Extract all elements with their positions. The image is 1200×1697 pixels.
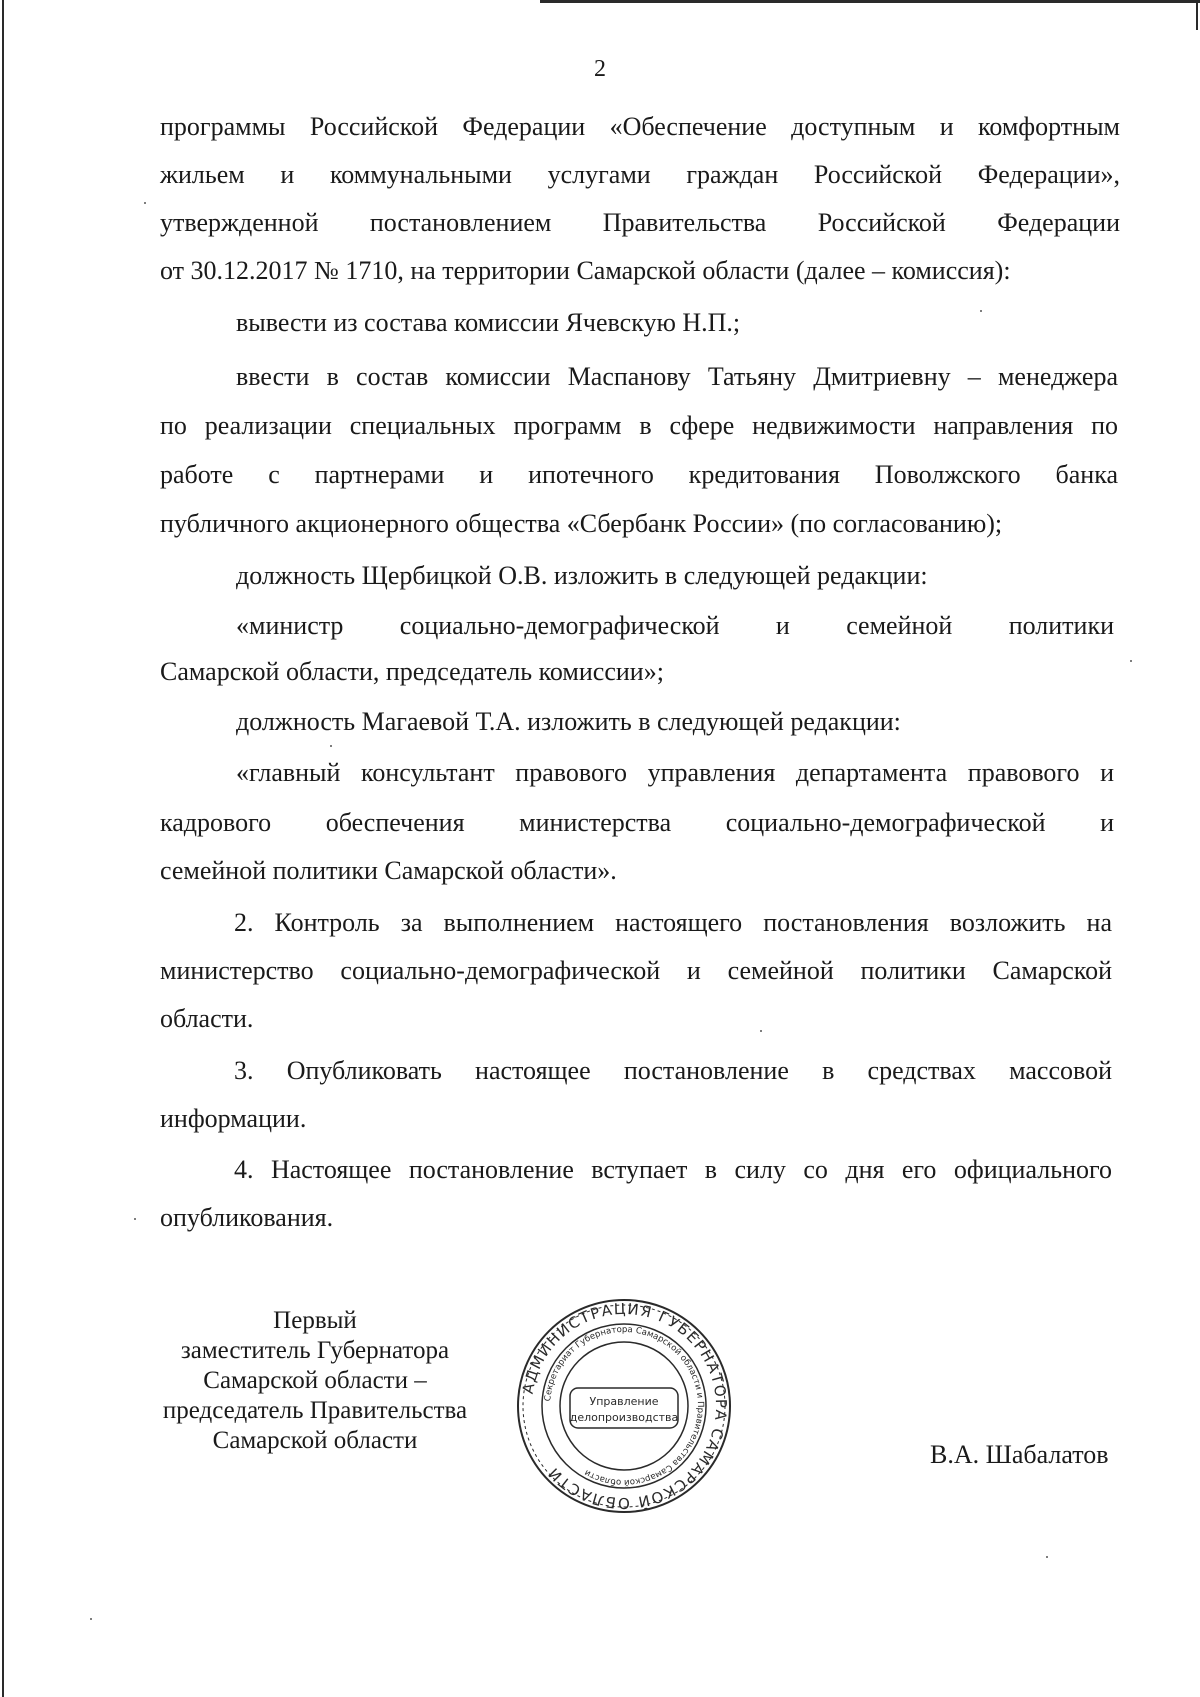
paragraph-1-line-3: утвержденной постановлением Правительства Российской Федерации bbox=[160, 208, 1120, 237]
seal-inner-textpath: Секретариат Губернатора Самарской области и Правительства Самарской области bbox=[543, 1324, 706, 1488]
paragraph-1-line-4: от 30.12.2017 № 1710, на территории Самарской области (далее – комиссия): bbox=[160, 256, 1011, 285]
paragraph-3-line-2: по реализации специальных программ в сфере недвижимости направления по bbox=[160, 411, 1118, 440]
paragraph-5-line-1: «министр социально-демографической и семейной политики bbox=[236, 611, 1114, 640]
seal-center-line-2: делопроизводства bbox=[569, 1411, 679, 1424]
paragraph-10-line-2: опубликования. bbox=[160, 1203, 334, 1232]
paragraph-5-line-2: Самарской области, председатель комиссии»; bbox=[160, 657, 664, 686]
scan-speck bbox=[760, 1030, 762, 1032]
paragraph-7-line-2: кадрового обеспечения министерства социально-демографической и bbox=[160, 808, 1114, 837]
signatory-title-line-4: председатель Правительства bbox=[162, 1397, 468, 1424]
seal-center-line-1: Управление bbox=[589, 1395, 659, 1408]
scan-speck bbox=[330, 745, 332, 747]
paragraph-7-line-3: семейной политики Самарской области». bbox=[160, 856, 617, 885]
paragraph-8-line-1: 2. Контроль за выполнением настоящего постановления возложить на bbox=[234, 908, 1112, 937]
scan-edge-top bbox=[540, 0, 1200, 3]
paragraph-3-line-4: публичного акционерного общества «Сбербанк России» (по согласованию); bbox=[160, 509, 1003, 538]
paragraph-2-line-1: вывести из состава комиссии Ячевскую Н.П.; bbox=[236, 308, 741, 337]
scan-speck bbox=[144, 202, 146, 204]
scan-speck bbox=[134, 1218, 136, 1220]
paragraph-8-line-3: области. bbox=[160, 1004, 254, 1033]
seal-outer-textpath: АДМИНИСТРАЦИЯ ГУБЕРНАТОРА САМАРСКОЙ ОБЛАСТИ bbox=[518, 1299, 731, 1513]
paragraph-1-line-2: жильем и коммунальными услугами граждан Российской Федерации», bbox=[160, 160, 1120, 189]
scan-edge-left bbox=[2, 0, 4, 1697]
scan-speck bbox=[980, 310, 982, 312]
scan-edge-right bbox=[1196, 0, 1198, 30]
paragraph-8-line-2: министерство социально-демографической и семейной политики Самарской bbox=[160, 956, 1112, 985]
paragraph-3-line-1: ввести в состав комиссии Маспанову Татьяну Дмитриевну – менеджера bbox=[236, 362, 1118, 391]
scan-speck bbox=[1046, 1556, 1048, 1558]
scan-speck bbox=[90, 1618, 92, 1620]
signatory-title-line-1: Первый bbox=[273, 1307, 357, 1334]
paragraph-9-line-1: 3. Опубликовать настоящее постановление в средствах массовой bbox=[234, 1056, 1112, 1085]
signatory-title-line-5: Самарской области bbox=[212, 1427, 418, 1454]
paragraph-9-line-2: информации. bbox=[160, 1104, 307, 1133]
signer-name: В.А. Шабалатов bbox=[930, 1440, 1109, 1469]
paragraph-4-line-1: должность Щербицкой О.В. изложить в следующей редакции: bbox=[236, 561, 928, 590]
paragraph-7-line-1: «главный консультант правового управления департамента правового и bbox=[236, 758, 1114, 787]
paragraph-1-line-1: программы Российской Федерации «Обеспечение доступным и комфортным bbox=[160, 112, 1120, 141]
paragraph-10-line-1: 4. Настоящее постановление вступает в силу со дня его официального bbox=[234, 1155, 1112, 1184]
signatory-title-line-3: Самарской области – bbox=[203, 1367, 427, 1394]
signatory-title-line-2: заместитель Губернатора bbox=[180, 1337, 450, 1364]
paragraph-6-line-1: должность Магаевой Т.А. изложить в следующей редакции: bbox=[236, 707, 901, 736]
scan-speck bbox=[1130, 660, 1132, 662]
page-number: 2 bbox=[594, 56, 606, 82]
signatory-title bbox=[130, 1306, 500, 1456]
official-seal-stamp bbox=[514, 1296, 734, 1516]
paragraph-3-line-3: работе с партнерами и ипотечного кредитования Поволжского банка bbox=[160, 460, 1118, 489]
